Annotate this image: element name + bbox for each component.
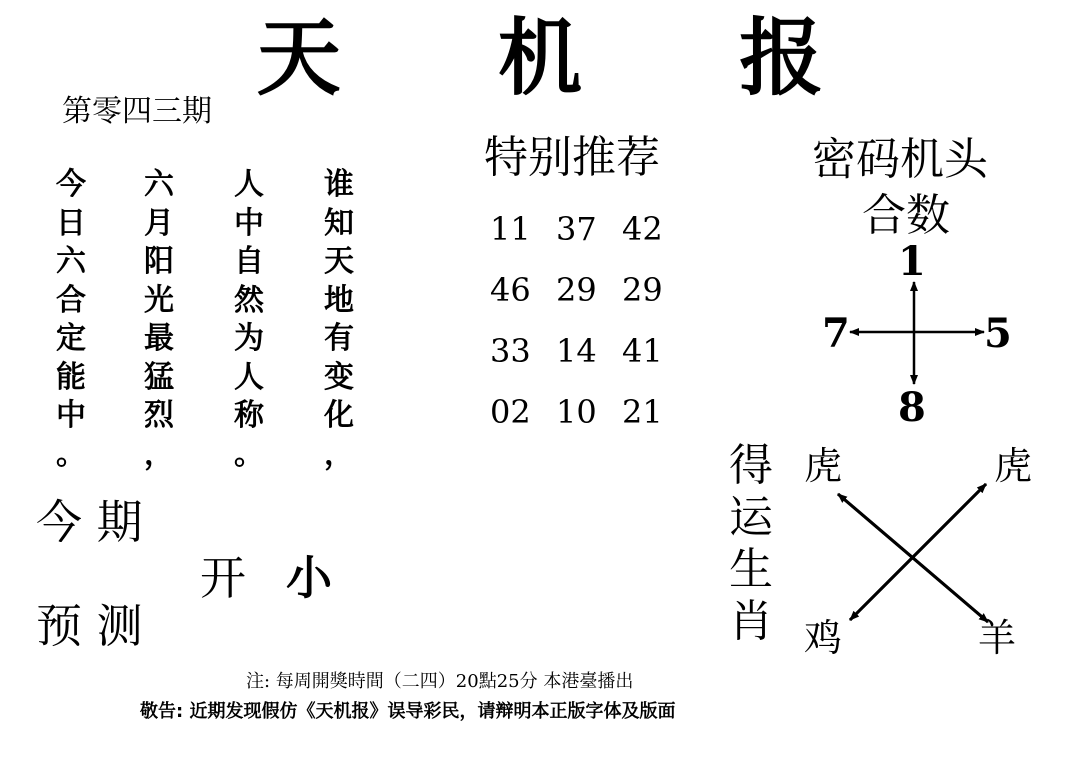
number-cell: 02 [490,392,531,431]
poem-char: ， [144,436,174,472]
page-title: 天 机 报 [256,8,888,107]
password-subtitle: 合数 [862,190,950,241]
compass-right-number: 5 [984,310,1012,357]
poem-char: 猛 [144,359,174,395]
poem-char: 为 [234,321,264,356]
zodiac-top-right: 虎 [994,444,1033,488]
zodiac-bottom-right: 羊 [978,616,1017,660]
zodiac-label-char: 运 [729,492,773,543]
poem-char: 。 [234,436,264,472]
zodiac-label [726,440,776,648]
number-cell: 41 [622,331,663,370]
poem-char: 然 [234,282,264,318]
poem-char: 日 [56,205,86,241]
prediction-label-2: 预 测 [36,599,143,653]
issue-number: 第零四三期 [62,94,212,129]
poem-char: 定 [56,321,86,356]
number-cell: 21 [622,392,663,431]
poem-char: 烈 [144,398,174,433]
poem-char: 知 [324,205,354,241]
poem-char: 能 [56,359,86,395]
poem-char: 人 [234,359,264,395]
poem-char: 今 [56,167,86,202]
poem-char: 变 [324,359,354,395]
zodiac-arrow-1-back [850,484,986,620]
poem-char: 光 [144,282,174,318]
number-cell: 11 [490,209,531,248]
schedule-note: 注: 每周開獎時間（二四）20點25分 本港臺播出 [246,671,634,692]
number-cell: 29 [622,270,663,309]
special-title: 特别推荐 [484,132,660,183]
poem-char: 最 [144,321,174,356]
poem-char: ， [324,436,354,472]
compass-bottom-number: 8 [898,384,926,431]
poem-char: 称 [234,398,264,433]
prediction-label-1: 今 期 [36,495,143,549]
number-cell: 14 [556,331,597,370]
poem-char: 六 [56,244,86,279]
prediction-result-1: 开 [200,551,246,605]
number-cell: 29 [556,270,597,309]
poem-char: 谁 [324,167,354,202]
warning-note: 敬告: 近期发现假仿《天机报》误导彩民，请辩明本正版字体及版面 [140,701,676,722]
poem-char: 地 [324,282,354,318]
zodiac-label-char: 生 [729,544,773,595]
poem-char: 化 [324,398,354,433]
poem-char: 天 [324,244,354,279]
zodiac-bottom-left: 鸡 [804,616,843,660]
poem-char: 中 [234,205,264,241]
zodiac-arrow-2-back [838,494,988,622]
password-title: 密码机头 [812,134,988,185]
zodiac-label-char: 肖 [729,596,773,647]
poem-char: 月 [144,205,174,241]
poem-char: 合 [56,282,86,318]
number-cell: 42 [622,209,663,248]
poem-char: 阳 [144,244,174,279]
poem-char: 中 [56,398,86,433]
poem-char: 六 [144,167,174,202]
number-cell: 46 [490,270,531,309]
number-cell: 33 [490,331,531,370]
poem-char: 自 [234,244,264,279]
poem-char: 人 [234,167,264,202]
zodiac-top-left: 虎 [804,444,843,488]
zodiac-label-char: 得 [729,440,773,491]
prediction-result-2: 小 [286,551,332,605]
number-cell: 37 [556,209,597,248]
number-cell: 10 [556,392,597,431]
poem-char: 有 [324,321,354,356]
compass-top-number: 1 [898,238,926,285]
poem-char: 。 [56,436,86,472]
compass-left-number: 7 [822,310,850,357]
